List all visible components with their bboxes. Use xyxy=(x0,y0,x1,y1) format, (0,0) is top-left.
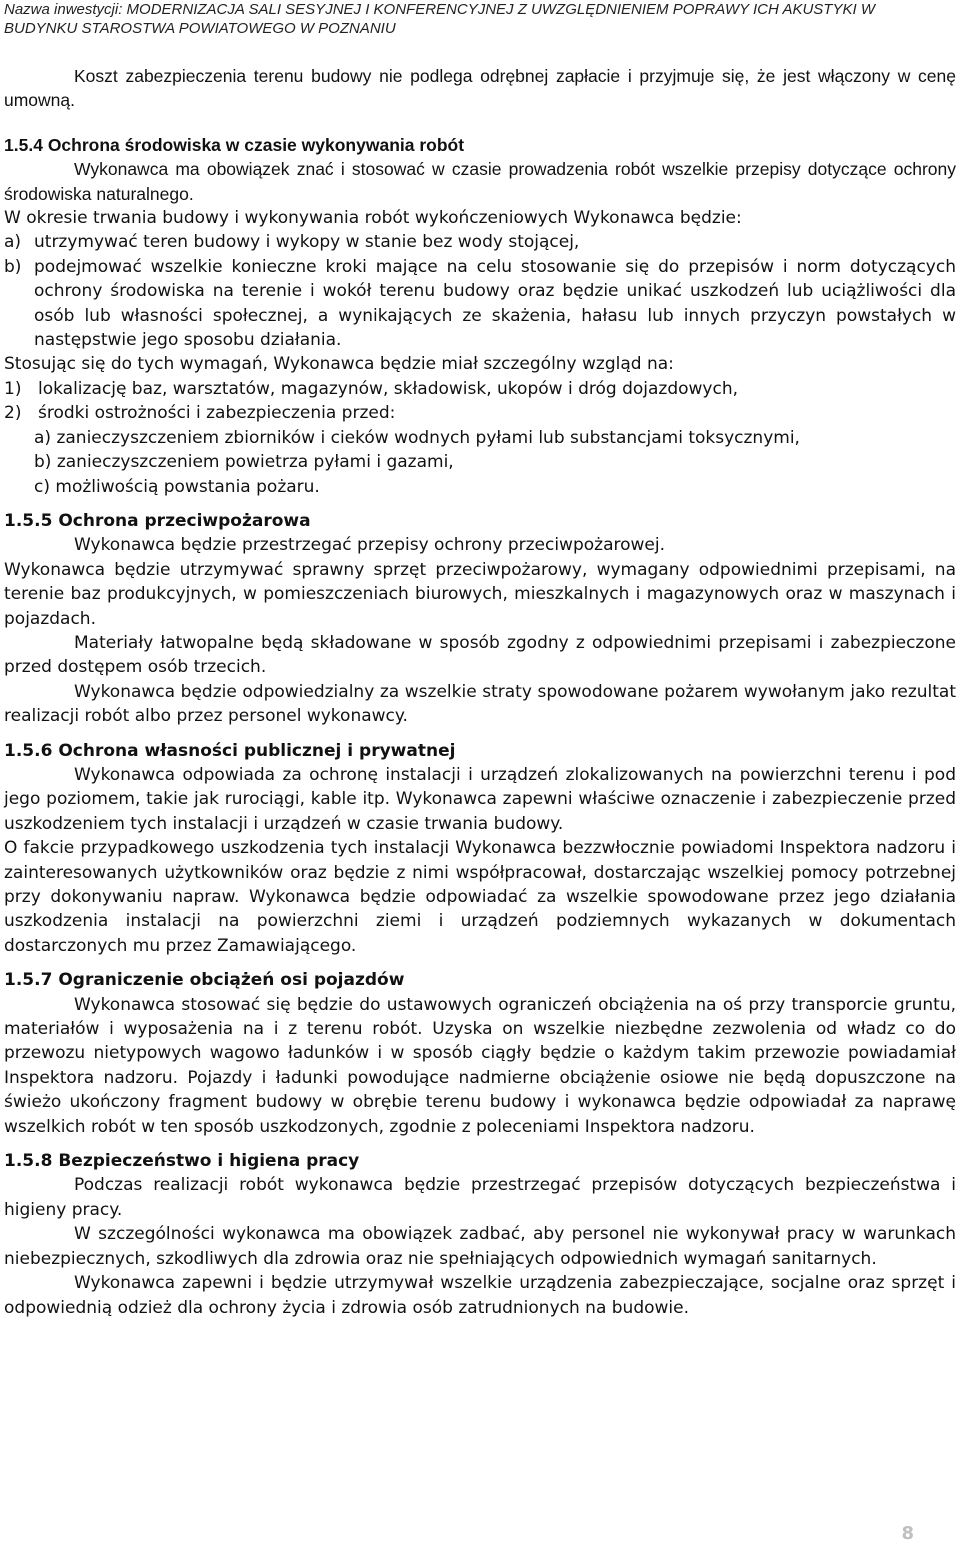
intro-paragraph: Koszt zabezpieczenia terenu budowy nie podlega odrębnej zapłacie i przyjmuje się, że jest włączony w cenę umowną. xyxy=(4,66,956,111)
sub-list-item: a) zanieczyszczeniem zbiorników i cieków wodnych pyłami lub substancjami toksycznymi, xyxy=(34,427,800,448)
list-label: 1) xyxy=(4,378,22,399)
section-title: Ochrona własności publicznej i prywatnej xyxy=(58,740,456,761)
header-line-1: Nazwa inwestycji: MODERNIZACJA SALI SESYJNEJ I KONFERENCYJNEJ Z UWZGLĘDNIENIEM POPRAWY ICH AKUSTYKI W xyxy=(4,1,875,18)
paragraph: W szczególności wykonawca ma obowiązek zadbać, aby personel nie wykonywał pracy w warunkach niebezpiecznych, szkodliwych dla zdrowia oraz nie spełniających odpowiednich wymagań sanitarnych. xyxy=(4,1224,956,1269)
list-item xyxy=(4,255,956,353)
list-item xyxy=(4,401,956,425)
section-title: Bezpieczeństwo i higiena pracy xyxy=(58,1151,360,1172)
list-text: środki ostrożności i zabezpieczenia przed: xyxy=(38,403,396,424)
section-number: 1.5.5 xyxy=(4,510,53,531)
sub-list-item: c) możliwością powstania pożaru. xyxy=(34,476,320,497)
list-label: 2) xyxy=(4,403,22,424)
section-number: 1.5.7 xyxy=(4,970,53,991)
paragraph: Materiały łatwopalne będą składowane w sposób zgodny z odpowiednimi przepisami i zabezpieczone przed dostępem osób trzecich. xyxy=(4,632,956,678)
paragraph: Wykonawca stosować się będzie do ustawowych ograniczeń obciążenia na oś przy transporcie gruntu, materiałów i wyposażenia na i z terenu robót. Uzyska on wszelkie niezbędne zezwolenia od władz co do przewozu nietypowych wagowo ładunków i w sposób ciągły będzie o każdym takim przewozie powiadamiał Inspektora nadzoru. Pojazdy i ładunki powodujące nadmierne obciążenie osiowe nie będą dopuszczone na świeżo ukończony fragment budowy w obrębie terenu budowy i wykonawca będzie odpowiadał za naprawę wszelkich robót w ten sposób uszkodzonych, zgodnie z poleceniami Inspektora nadzoru. xyxy=(4,994,956,1137)
section-title: Ograniczenie obciążeń osi pojazdów xyxy=(58,970,405,991)
paragraph: Wykonawca będzie odpowiedzialny za wszelkie straty spowodowane pożarem wywołanym jako rezultat realizacji robót albo przez personel wykonawcy. xyxy=(4,681,956,727)
letter-list xyxy=(4,230,956,352)
section-heading-1-5-7 xyxy=(4,968,956,992)
section-title: Ochrona przeciwpożarowa xyxy=(58,510,311,531)
section-number: 1.5.4 xyxy=(4,134,43,155)
document-body xyxy=(4,64,956,1320)
paragraph: Wykonawca zapewni i będzie utrzymywał wszelkie urządzenia zabezpieczające, socjalne oraz sprzęt i odpowiednią odzież dla ochrony życia i zdrowia osób zatrudnionych na budowie. xyxy=(4,1273,956,1318)
paragraph: Wykonawca będzie utrzymywać sprawny sprzęt przeciwpożarowy, wymagany odpowiednimi przepisami, na terenie baz produkcyjnych, w pomieszczeniach biurowych, mieszkalnych i magazynowych oraz w maszynach i pojazdach. xyxy=(4,559,956,629)
list-text: utrzymywać teren budowy i wykopy w stanie bez wody stojącej, xyxy=(34,232,580,253)
section-title: Ochrona środowiska w czasie wykonywania robót xyxy=(47,134,465,155)
list-label: b) xyxy=(4,256,22,277)
section-heading-1-5-8 xyxy=(4,1149,956,1173)
paragraph: Wykonawca ma obowiązek znać i stosować w czasie prowadzenia robót wszelkie przepisy dotyczące ochrony środowiska naturalnego. xyxy=(4,159,956,204)
paragraph: O fakcie przypadkowego uszkodzenia tych instalacji Wykonawca bezzwłocznie powiadomi Inspektora nadzoru i zainteresowanych użytkowników oraz będzie z nimi współpracował, dostarczając wszelkiej pomocy potrzebnej przy dokonywaniu napraw. Wykonawca będzie odpowiadać za wszelkie spowodowane przez jego działania uszkodzenia instalacji na powierzchni ziemi i urządzeń podziemnych wykazanych w dokumentach dostarczonych mu przez Zamawiającego. xyxy=(4,838,956,956)
section-heading-1-5-6 xyxy=(4,739,956,763)
numbered-list xyxy=(4,377,956,426)
list-text: lokalizację baz, warsztatów, magazynów, składowisk, ukopów i dróg dojazdowych, xyxy=(38,378,739,399)
paragraph: W okresie trwania budowy i wykonywania robót wykończeniowych Wykonawca będzie: xyxy=(4,208,742,229)
list-label: a) xyxy=(4,232,22,253)
paragraph: Wykonawca będzie przestrzegać przepisy ochrony przeciwpożarowej. xyxy=(74,535,665,556)
sub-list xyxy=(34,426,956,499)
document-header xyxy=(4,0,956,38)
page-number: 8 xyxy=(901,1523,914,1544)
list-item xyxy=(4,230,956,254)
list-text: podejmować wszelkie konieczne kroki mające na celu stosowanie się do przepisów i norm dotyczących ochrony środowiska na terenie i wokół terenu budowy oraz będzie unikać uszkodzeń lub uciążliwości dla osób lub własności społecznej, a wynikających ze skażenia, hałasu lub innych przyczyn powstałych w następstwie jego sposobu działania. xyxy=(34,256,956,351)
paragraph: Stosując się do tych wymagań, Wykonawca będzie miał szczególny wzgląd na: xyxy=(4,354,674,375)
sub-list-item: b) zanieczyszczeniem powietrza pyłami i gazami, xyxy=(34,452,454,473)
header-line-2: BUDYNKU STAROSTWA POWIATOWEGO W POZNANIU xyxy=(4,20,396,37)
section-number: 1.5.6 xyxy=(4,740,53,761)
paragraph: Wykonawca odpowiada za ochronę instalacji i urządzeń zlokalizowanych na powierzchni terenu i pod jego poziomem, takie jak rurociągi, kable itp. Wykonawca zapewni właściwe oznaczenie i zabezpieczenie przed uszkodzeniem tych instalacji i urządzeń w czasie trwania budowy. xyxy=(4,764,956,834)
section-heading-1-5-5 xyxy=(4,509,956,533)
paragraph: Podczas realizacji robót wykonawca będzie przestrzegać przepisów dotyczących bezpieczeństwa i higieny pracy. xyxy=(4,1175,956,1220)
section-number: 1.5.8 xyxy=(4,1151,53,1172)
section-heading-1-5-4 xyxy=(4,133,956,157)
list-item xyxy=(4,377,956,401)
